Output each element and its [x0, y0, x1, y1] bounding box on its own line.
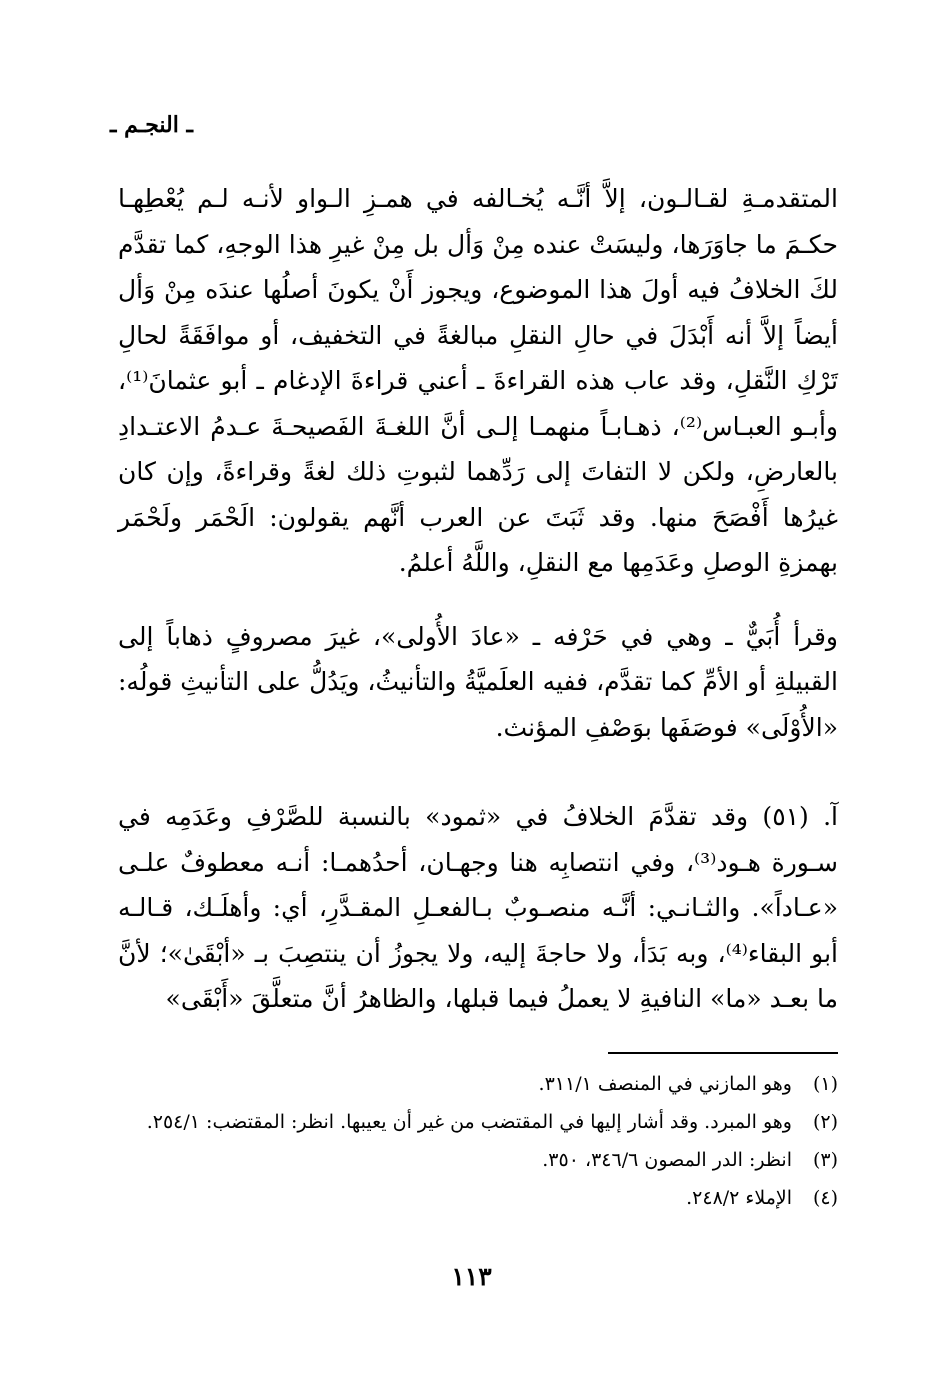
footnote — [118, 1179, 838, 1217]
footnote — [118, 1103, 838, 1141]
paragraph: آ. (٥١) وقد تقدَّمَ الخلافُ في «ثمود» بالنسبة للصَّرْفِ وعَدَمِه في سـورة هـود⁽³⁾، وفي انتصابِه هنا وجهـان، أحدُهمـا: أنـه معطوفٌ علـى «عـاداً». والثـانـي: أنَّـه منصـوبٌ بـالفعـلِ المقـدَّرِ، أي: وأهلَـك، قـالـه أبو البقاء⁽⁴⁾، وبه بَدَأ، ولا حاجةَ إليه، ولا يجوزُ أن ينتصِبَ بـ «أبْقَىٰ»؛ لأنَّ ما بعـد «ما» النافيةِ لا يعملُ فيما قبلها، والظاهرُ أنَّ متعلَّقَ «أَبْقَى» — [118, 802, 838, 1013]
footnote-text: انظر: الدر المصون ٣٤٦/٦، ٣٥٠. — [542, 1149, 792, 1171]
footnote-number: (١) — [812, 1073, 838, 1095]
footnote-number: (٢) — [812, 1111, 838, 1133]
footnote-text: وهو المازني في المنصف ٣١١/١. — [538, 1073, 792, 1095]
paragraph: وقرأ أُبَيٌّ ـ وهي في حَرْفه ـ «عادَ الأُولى»، غيرَ مصروفٍ ذهاباً إلى القبيلةِ أو الأمِّ كما تقدَّم، ففيه العلَميَّةُ والتأنيثُ، ويَدُلُّ على التأنيثِ قولُه: «الأُوْلَى» فوصَفَها بوَصْفِ المؤنث. — [118, 621, 838, 742]
footnote — [118, 1065, 838, 1103]
footnote-text: الإملاء ٢٤٨/٢. — [686, 1187, 792, 1209]
main-text — [118, 176, 838, 1022]
footnote-number: (٤) — [812, 1187, 838, 1209]
page-number: ١١٣ — [451, 1262, 492, 1291]
footnotes — [118, 1065, 838, 1217]
running-title: ـ النجـم ـ — [110, 112, 193, 138]
footnote-text: وهو المبرد. وقد أشار إليها في المقتضب من غير أن يعيبها. انظر: المقتضب: ٢٥٤/١. — [146, 1111, 792, 1133]
paragraph: المتقدمـةِ لقـالـون، إلاَّ أنَّـه يُخـالفه في همـزِ الـواو لأنـه لـم يُعْطِهـا حكـمَ ما جاوَرَها، وليسَتْ عنده مِنْ وَأل بل مِنْ غيرِ هذا الوجهِ، كما تقدَّم لكَ الخلافُ فيه أولَ هذا الموضوع، ويجوز أَنْ يكونَ أصلُها عندَه مِنْ وَأل أيضاً إلاَّ أنه أَبْدَلَ في حالِ النقلِ مبالغةً في التخفيف، أو موافَقَةً لحالِ تَرْكِ النَّقلِ، وقد عاب هذه القراءةَ ـ أعني قراءةَ الإدغام ـ أبو عثمانَ⁽¹⁾، وأبـو العبـاس⁽²⁾، ذهـابـاً منهمـا إلـى أنَّ اللغـةَ الفَصيحـةَ عـدمُ الاعتـدادِ بالعارضِ، ولكن لا التفاتَ إلى رَدِّهما لثبوتِ ذلك لغةً وقراءةً، وإن كان غيرُها أَفْصَحَ منها. وقد ثَبَتَ عن العرب أنَّهم يقولون: الَحْمَر ولَحْمَر بهمزةِ الوصلِ وعَدَمِها مع النقلِ، واللَّهُ أعلمُ. — [118, 184, 839, 577]
footnote-number: (٣) — [812, 1149, 838, 1171]
footnote-divider — [608, 1052, 838, 1054]
footnote — [118, 1141, 838, 1179]
